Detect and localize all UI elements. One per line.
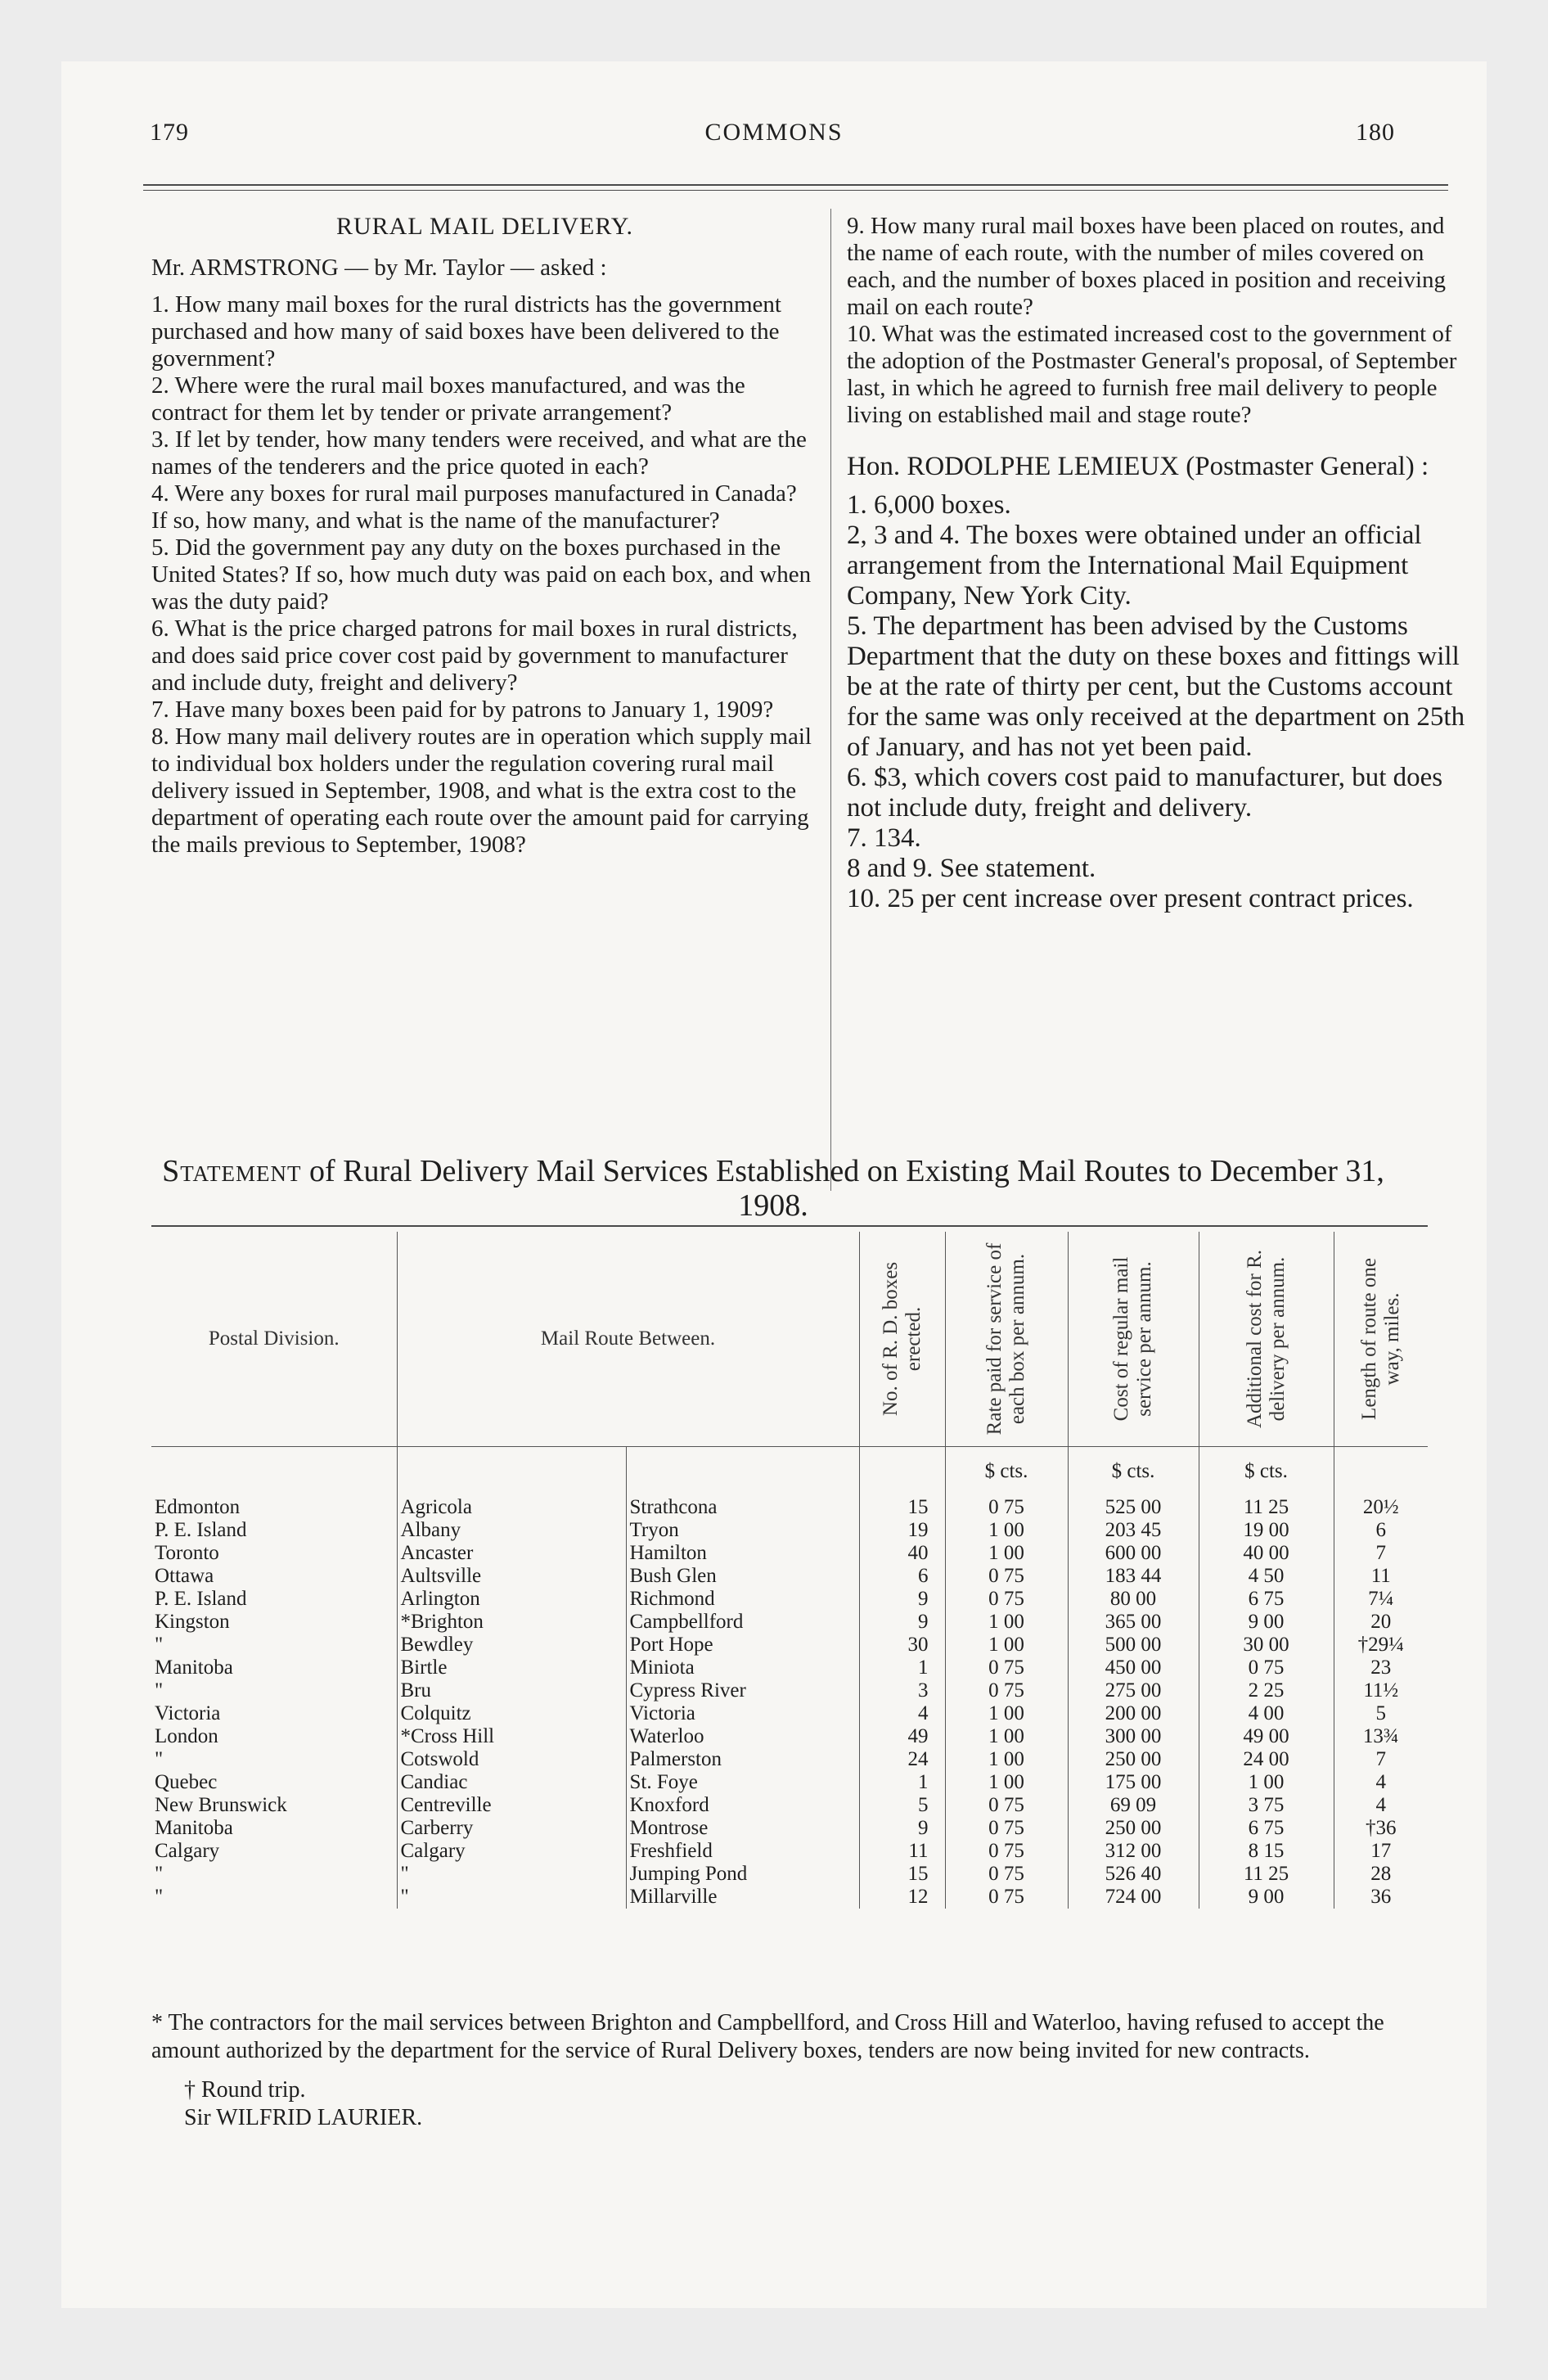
division-cell: " [155, 1634, 164, 1656]
cost-cell: 365 00 [1068, 1611, 1199, 1634]
length-cell: 7 [1334, 1542, 1428, 1565]
route-to-cell: Hamilton [626, 1542, 859, 1565]
answer-item: 2, 3 and 4. The boxes were obtained under an official arrangement from the International Mail Equipment Company, New York City. [847, 521, 1422, 611]
cost-cell: 250 00 [1068, 1748, 1199, 1771]
division-cell: Manitoba [155, 1817, 233, 1839]
route-from-cell: Centreville [397, 1794, 626, 1817]
length-cell: 11 [1334, 1565, 1428, 1588]
length-cell: 4 [1334, 1771, 1428, 1794]
table-units-row [151, 1447, 1428, 1497]
cost-cell: 450 00 [1068, 1657, 1199, 1679]
rate-cell: 0 75 [945, 1657, 1068, 1679]
table-row [151, 1840, 1428, 1863]
boxes-cell: 1 [859, 1657, 945, 1679]
rate-cell: 1 00 [945, 1725, 1068, 1748]
route-from-cell: Calgary [397, 1840, 626, 1863]
answer-item: 5. The department has been advised by the Customs Department that the duty on these boxes and fittings will be at the rate of thirty per cent, but the Customs account for the same was only received at the department on 25th of January, and has not yet been paid. [847, 611, 1465, 762]
unit-label: $ cts. [1068, 1447, 1199, 1497]
length-cell: 17 [1334, 1840, 1428, 1863]
rate-cell: 1 00 [945, 1611, 1068, 1634]
route-from-cell: Ancaster [397, 1542, 626, 1565]
route-from-cell: Arlington [397, 1588, 626, 1611]
rate-cell: 0 75 [945, 1565, 1068, 1588]
additional-cost-cell: 3 75 [1199, 1794, 1334, 1817]
cost-cell: 275 00 [1068, 1679, 1199, 1702]
answer-item: 10. 25 per cent increase over present contract prices. [847, 884, 1414, 913]
rate-cell: 0 75 [945, 1496, 1068, 1519]
unit-label: $ cts. [1199, 1447, 1334, 1497]
table-row [151, 1496, 1428, 1519]
route-from-cell: Colquitz [397, 1702, 626, 1725]
rate-cell: 1 00 [945, 1748, 1068, 1771]
boxes-cell: 15 [859, 1863, 945, 1886]
boxes-cell: 49 [859, 1725, 945, 1748]
boxes-cell: 3 [859, 1679, 945, 1702]
statement-table [151, 1232, 1428, 1909]
additional-cost-cell: 4 50 [1199, 1565, 1334, 1588]
question-item: 10. What was the estimated increased cost to the government of the adoption of the Postmaster General's proposal, of September last, in which he agreed to furnish free mail delivery to people living on established mail and stage route? [847, 321, 1457, 428]
division-cell: London [155, 1725, 218, 1747]
additional-cost-cell: 11 25 [1199, 1863, 1334, 1886]
boxes-cell: 9 [859, 1588, 945, 1611]
header-rule-top [143, 184, 1448, 186]
additional-cost-cell: 1 00 [1199, 1771, 1334, 1794]
additional-cost-cell: 6 75 [1199, 1817, 1334, 1840]
route-from-cell: Albany [397, 1519, 626, 1542]
question-item: 8. How many mail delivery routes are in operation which supply mail to individual box holders under the regulation covering rural mail delivery issued in September, 1908, and what is the extra cost to the department of operating each route over the amount paid for carrying the mails previous to September, 1908? [151, 723, 812, 858]
route-from-cell: Carberry [397, 1817, 626, 1840]
boxes-cell: 4 [859, 1702, 945, 1725]
boxes-cell: 9 [859, 1817, 945, 1840]
boxes-cell: 12 [859, 1886, 945, 1909]
division-cell: Victoria [155, 1702, 221, 1724]
rate-cell: 0 75 [945, 1817, 1068, 1840]
route-to-cell: Strathcona [626, 1496, 859, 1519]
statement-lead: Statement [162, 1154, 302, 1188]
col-header-cost: Cost of regular mail service per annum. [1068, 1232, 1199, 1447]
division-cell: Ottawa [155, 1565, 214, 1587]
length-cell: 11½ [1334, 1679, 1428, 1702]
table-row [151, 1725, 1428, 1748]
length-cell: 7 [1334, 1748, 1428, 1771]
question-item: 5. Did the government pay any duty on the boxes purchased in the United States? If so, how much duty was paid on each box, and when was the duty paid? [151, 534, 812, 615]
rate-cell: 0 75 [945, 1794, 1068, 1817]
route-to-cell: Freshfield [626, 1840, 859, 1863]
answer-item: 1. 6,000 boxes. [847, 490, 1011, 520]
cost-cell: 500 00 [1068, 1634, 1199, 1657]
additional-cost-cell: 30 00 [1199, 1634, 1334, 1657]
length-cell: †36 [1334, 1817, 1428, 1840]
route-to-cell: Tryon [626, 1519, 859, 1542]
question-item: 3. If let by tender, how many tenders were received, and what are the names of the tenderers and the price quoted in each? [151, 426, 807, 480]
division-cell: " [155, 1863, 164, 1885]
rate-cell: 1 00 [945, 1702, 1068, 1725]
boxes-cell: 5 [859, 1794, 945, 1817]
route-from-cell: Bewdley [397, 1634, 626, 1657]
boxes-cell: 30 [859, 1634, 945, 1657]
additional-cost-cell: 49 00 [1199, 1725, 1334, 1748]
table-row [151, 1519, 1428, 1542]
additional-cost-cell: 4 00 [1199, 1702, 1334, 1725]
statement-table-wrap [151, 1232, 1428, 1909]
table-row [151, 1634, 1428, 1657]
route-to-cell: Knoxford [626, 1794, 859, 1817]
cost-cell: 312 00 [1068, 1840, 1199, 1863]
division-cell: Kingston [155, 1611, 230, 1633]
boxes-cell: 1 [859, 1771, 945, 1794]
table-row [151, 1657, 1428, 1679]
answer-item: 7. 134. [847, 823, 921, 853]
col-header-boxes: No. of R. D. boxes erected. [859, 1232, 945, 1447]
table-row [151, 1771, 1428, 1794]
length-cell: 5 [1334, 1702, 1428, 1725]
rate-cell: 0 75 [945, 1886, 1068, 1909]
table-row [151, 1794, 1428, 1817]
table-row [151, 1565, 1428, 1588]
question-item: 4. Were any boxes for rural mail purposes manufactured in Canada? If so, how many, and what is the name of the manufacturer? [151, 480, 797, 534]
length-cell: 7¼ [1334, 1588, 1428, 1611]
route-to-cell: Waterloo [626, 1725, 859, 1748]
table-row [151, 1886, 1428, 1909]
route-to-cell: Miniota [626, 1657, 859, 1679]
additional-cost-cell: 11 25 [1199, 1496, 1334, 1519]
rate-cell: 0 75 [945, 1840, 1068, 1863]
left-column [151, 213, 818, 859]
boxes-cell: 9 [859, 1611, 945, 1634]
additional-cost-cell: 2 25 [1199, 1679, 1334, 1702]
division-cell: Toronto [155, 1542, 219, 1564]
header-rule-bottom [143, 190, 1448, 191]
cost-cell: 69 09 [1068, 1794, 1199, 1817]
cost-cell: 200 00 [1068, 1702, 1199, 1725]
table-row [151, 1542, 1428, 1565]
division-cell: Calgary [155, 1840, 220, 1862]
speaker-line: Hon. RODOLPHE LEMIEUX (Postmaster General) : [847, 452, 1429, 481]
route-from-cell: Bru [397, 1679, 626, 1702]
table-body [151, 1496, 1428, 1909]
answer-item: 8 and 9. See statement. [847, 854, 1096, 883]
additional-cost-cell: 0 75 [1199, 1657, 1334, 1679]
additional-cost-cell: 24 00 [1199, 1748, 1334, 1771]
cost-cell: 203 45 [1068, 1519, 1199, 1542]
route-to-cell: Victoria [626, 1702, 859, 1725]
table-header-row [151, 1232, 1428, 1447]
cost-cell: 525 00 [1068, 1496, 1199, 1519]
running-title: COMMONS [704, 119, 844, 146]
question-item: 2. Where were the rural mail boxes manufactured, and was the contract for them let by tender or private arrangement? [151, 372, 745, 426]
additional-cost-cell: 9 00 [1199, 1886, 1334, 1909]
additional-cost-cell: 9 00 [1199, 1611, 1334, 1634]
question-item: 9. How many rural mail boxes have been placed on routes, and the name of each route, with the number of miles covered on each, and the number of boxes placed in position and receiving mail on each route? [847, 213, 1447, 320]
route-from-cell: Agricola [397, 1496, 626, 1519]
table-row [151, 1588, 1428, 1611]
cost-cell: 600 00 [1068, 1542, 1199, 1565]
cost-cell: 175 00 [1068, 1771, 1199, 1794]
col-header-rate: Rate paid for service of each box per annum. [945, 1232, 1068, 1447]
length-cell: 20 [1334, 1611, 1428, 1634]
length-cell: 13¾ [1334, 1725, 1428, 1748]
route-to-cell: Port Hope [626, 1634, 859, 1657]
division-cell: Edmonton [155, 1496, 241, 1518]
route-to-cell: Jumping Pond [626, 1863, 859, 1886]
additional-cost-cell: 6 75 [1199, 1588, 1334, 1611]
length-cell: 28 [1334, 1863, 1428, 1886]
route-to-cell: St. Foye [626, 1771, 859, 1794]
division-cell: " [155, 1886, 164, 1908]
route-to-cell: Campbellford [626, 1611, 859, 1634]
route-from-cell: " [397, 1886, 626, 1909]
boxes-cell: 24 [859, 1748, 945, 1771]
question-item: 7. Have many boxes been paid for by patrons to January 1, 1909? [151, 696, 774, 723]
route-from-cell: *Brighton [397, 1611, 626, 1634]
table-row [151, 1611, 1428, 1634]
question-item: 6. What is the price charged patrons for mail boxes in rural districts, and does said price cover cost paid by government to manufacturer and include duty, freight and delivery? [151, 615, 798, 696]
statement-rest: of Rural Delivery Mail Services Established on Existing Mail Routes to December 31, 1908. [309, 1154, 1384, 1223]
route-to-cell: Montrose [626, 1817, 859, 1840]
length-cell: 23 [1334, 1657, 1428, 1679]
statement-title [127, 1154, 1420, 1223]
route-from-cell: Cotswold [397, 1748, 626, 1771]
table-row [151, 1863, 1428, 1886]
length-cell: 6 [1334, 1519, 1428, 1542]
division-cell: Manitoba [155, 1657, 233, 1679]
division-cell: " [155, 1748, 164, 1770]
division-cell: Quebec [155, 1771, 218, 1793]
answer-item: 6. $3, which covers cost paid to manufacturer, but does not include duty, freight and delivery. [847, 763, 1443, 823]
route-from-cell: Candiac [397, 1771, 626, 1794]
division-cell: P. E. Island [155, 1519, 247, 1541]
route-from-cell: *Cross Hill [397, 1725, 626, 1748]
route-from-cell: Birtle [397, 1657, 626, 1679]
cost-cell: 724 00 [1068, 1886, 1199, 1909]
rate-cell: 0 75 [945, 1863, 1068, 1886]
page-number-left: 179 [150, 119, 189, 146]
col-header-division: Postal Division. [208, 1327, 340, 1350]
length-cell: 20½ [1334, 1496, 1428, 1519]
boxes-cell: 6 [859, 1565, 945, 1588]
col-header-length: Length of route one way, miles. [1334, 1232, 1428, 1447]
answer-block [847, 452, 1469, 914]
table-rule-top [151, 1225, 1428, 1227]
page-number-right: 180 [1356, 119, 1395, 146]
rate-cell: 0 75 [945, 1679, 1068, 1702]
unit-label: $ cts. [945, 1447, 1068, 1497]
table-row [151, 1702, 1428, 1725]
additional-cost-cell: 40 00 [1199, 1542, 1334, 1565]
page [61, 61, 1487, 2308]
questioner-line: Mr. ARMSTRONG — by Mr. Taylor — asked : [151, 255, 607, 281]
rate-cell: 0 75 [945, 1588, 1068, 1611]
boxes-cell: 11 [859, 1840, 945, 1863]
route-to-cell: Millarville [626, 1886, 859, 1909]
table-row [151, 1748, 1428, 1771]
cost-cell: 250 00 [1068, 1817, 1199, 1840]
length-cell: 36 [1334, 1886, 1428, 1909]
additional-cost-cell: 8 15 [1199, 1840, 1334, 1863]
route-to-cell: Richmond [626, 1588, 859, 1611]
col-header-route: Mail Route Between. [397, 1232, 859, 1447]
section-title: RURAL MAIL DELIVERY. [335, 213, 634, 240]
table-row [151, 1679, 1428, 1702]
column-divider [830, 209, 831, 1191]
col-header-additional: Additional cost for R. delivery per annum. [1199, 1232, 1334, 1447]
footnote-star: * The contractors for the mail services between Brighton and Campbellford, and Cross Hill and Waterloo, having refused to accept the amount authorized by the department for the service of Rural Delivery boxes, tenders are now being invited for new contracts. [151, 2010, 1384, 2063]
footnotes [151, 2009, 1444, 2132]
division-cell: New Brunswick [155, 1794, 287, 1816]
length-cell: †29¼ [1334, 1634, 1428, 1657]
cost-cell: 80 00 [1068, 1588, 1199, 1611]
cost-cell: 526 40 [1068, 1863, 1199, 1886]
route-to-cell: Palmerston [626, 1748, 859, 1771]
division-cell: P. E. Island [155, 1588, 247, 1610]
table-row [151, 1817, 1428, 1840]
question-item: 1. How many mail boxes for the rural districts has the government purchased and how many of said boxes have been delivered to the government? [151, 291, 781, 372]
rate-cell: 1 00 [945, 1519, 1068, 1542]
signature: Sir WILFRID LAURIER. [184, 2105, 423, 2130]
length-cell: 4 [1334, 1794, 1428, 1817]
route-to-cell: Cypress River [626, 1679, 859, 1702]
boxes-cell: 19 [859, 1519, 945, 1542]
additional-cost-cell: 19 00 [1199, 1519, 1334, 1542]
cost-cell: 300 00 [1068, 1725, 1199, 1748]
footnote-dagger: † Round trip. [184, 2077, 306, 2103]
cost-cell: 183 44 [1068, 1565, 1199, 1588]
boxes-cell: 40 [859, 1542, 945, 1565]
route-to-cell: Bush Glen [626, 1565, 859, 1588]
route-from-cell: " [397, 1863, 626, 1886]
route-from-cell: Aultsville [397, 1565, 626, 1588]
rate-cell: 1 00 [945, 1771, 1068, 1794]
rate-cell: 1 00 [945, 1634, 1068, 1657]
rate-cell: 1 00 [945, 1542, 1068, 1565]
division-cell: " [155, 1679, 164, 1702]
boxes-cell: 15 [859, 1496, 945, 1519]
right-column [847, 213, 1469, 914]
